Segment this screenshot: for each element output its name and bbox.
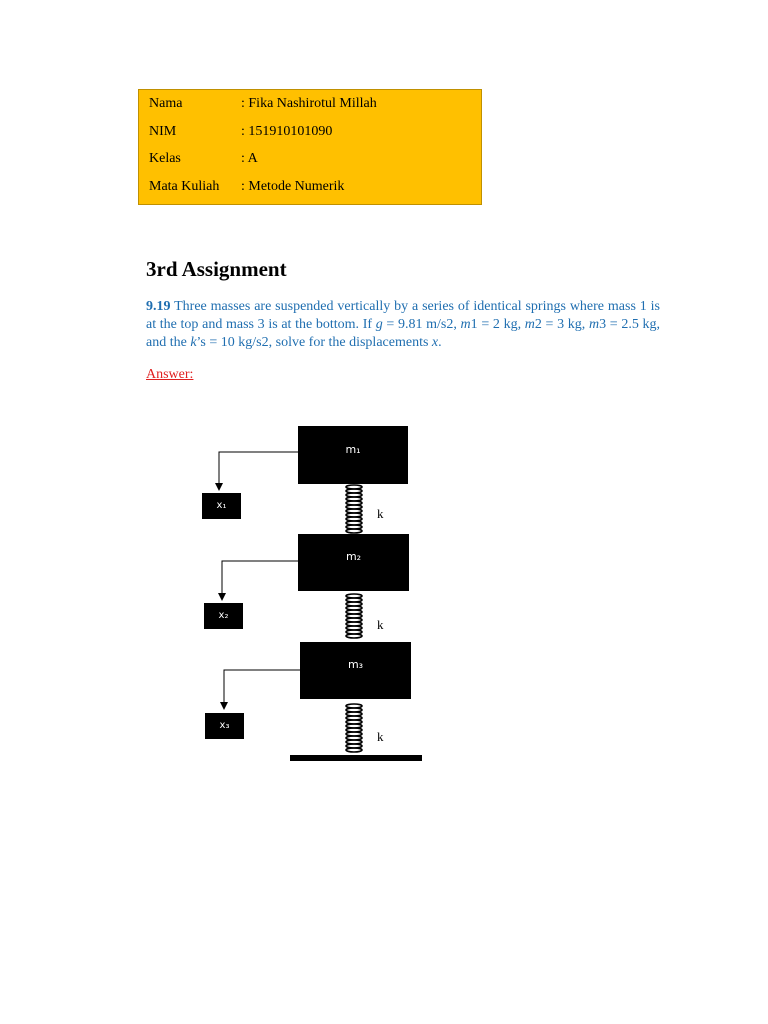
problem-var-k: k [190, 335, 197, 350]
info-value: : Metode Numerik [241, 179, 345, 194]
spring-icon-1 [346, 484, 362, 534]
displacement-box-2: x₂ [204, 603, 243, 629]
mass-label: m₂ [345, 550, 362, 563]
displacement-arrow-3 [224, 670, 300, 706]
spring-constant-label-3: k [377, 729, 384, 744]
info-value: : Fika Nashirotul Millah [241, 96, 377, 111]
problem-text: ’s = 10 kg/s2, solve for the displacements [196, 335, 432, 350]
mass-block-1 [298, 426, 408, 484]
displacement-arrow-1 [219, 452, 298, 487]
ground-support [290, 755, 422, 761]
problem-text: 3 = 2.5 kg, and the [146, 317, 660, 350]
mass-block-3 [300, 642, 411, 699]
displacement-box-1: x₁ [202, 493, 241, 519]
assignment-heading: 3rd Assignment [146, 257, 287, 281]
problem-var-m3: m [588, 317, 600, 332]
problem-var-x: x [431, 335, 439, 350]
info-label: Kelas [149, 151, 181, 166]
info-label: NIM [149, 124, 177, 139]
spring-constant-label-1: k [377, 506, 384, 521]
spring-icon-2 [346, 593, 362, 641]
displacement-box-3: x₃ [205, 713, 244, 739]
info-label: Nama [149, 96, 183, 111]
problem-number: 9.19 [146, 299, 171, 314]
info-value: : A [241, 151, 258, 166]
mass-label: m₃ [347, 658, 364, 671]
spring-constant-label-2: k [377, 617, 384, 632]
problem-var-g: g [375, 317, 383, 332]
mass-label: m₁ [345, 443, 361, 456]
mass-block-2 [298, 534, 409, 591]
answer-label: Answer: [146, 367, 194, 382]
problem-text: 2 = 3 kg, [534, 317, 589, 332]
problem-text: . [438, 335, 442, 350]
info-value: : 151910101090 [241, 124, 333, 139]
problem-var-m2: m [524, 317, 535, 332]
problem-text: = 9.81 m/s2, [382, 317, 461, 332]
displacement-arrow-2 [222, 561, 298, 597]
problem-var-m1: m [460, 317, 471, 332]
problem-text: Three masses are suspended vertically by a series of identical springs where mass 1 is at the top and mass 3 is at the bottom. If [146, 299, 660, 332]
problem-text: 1 = 2 kg, [470, 317, 525, 332]
spring-icon-3 [346, 703, 362, 753]
info-label: Mata Kuliah [149, 179, 220, 194]
